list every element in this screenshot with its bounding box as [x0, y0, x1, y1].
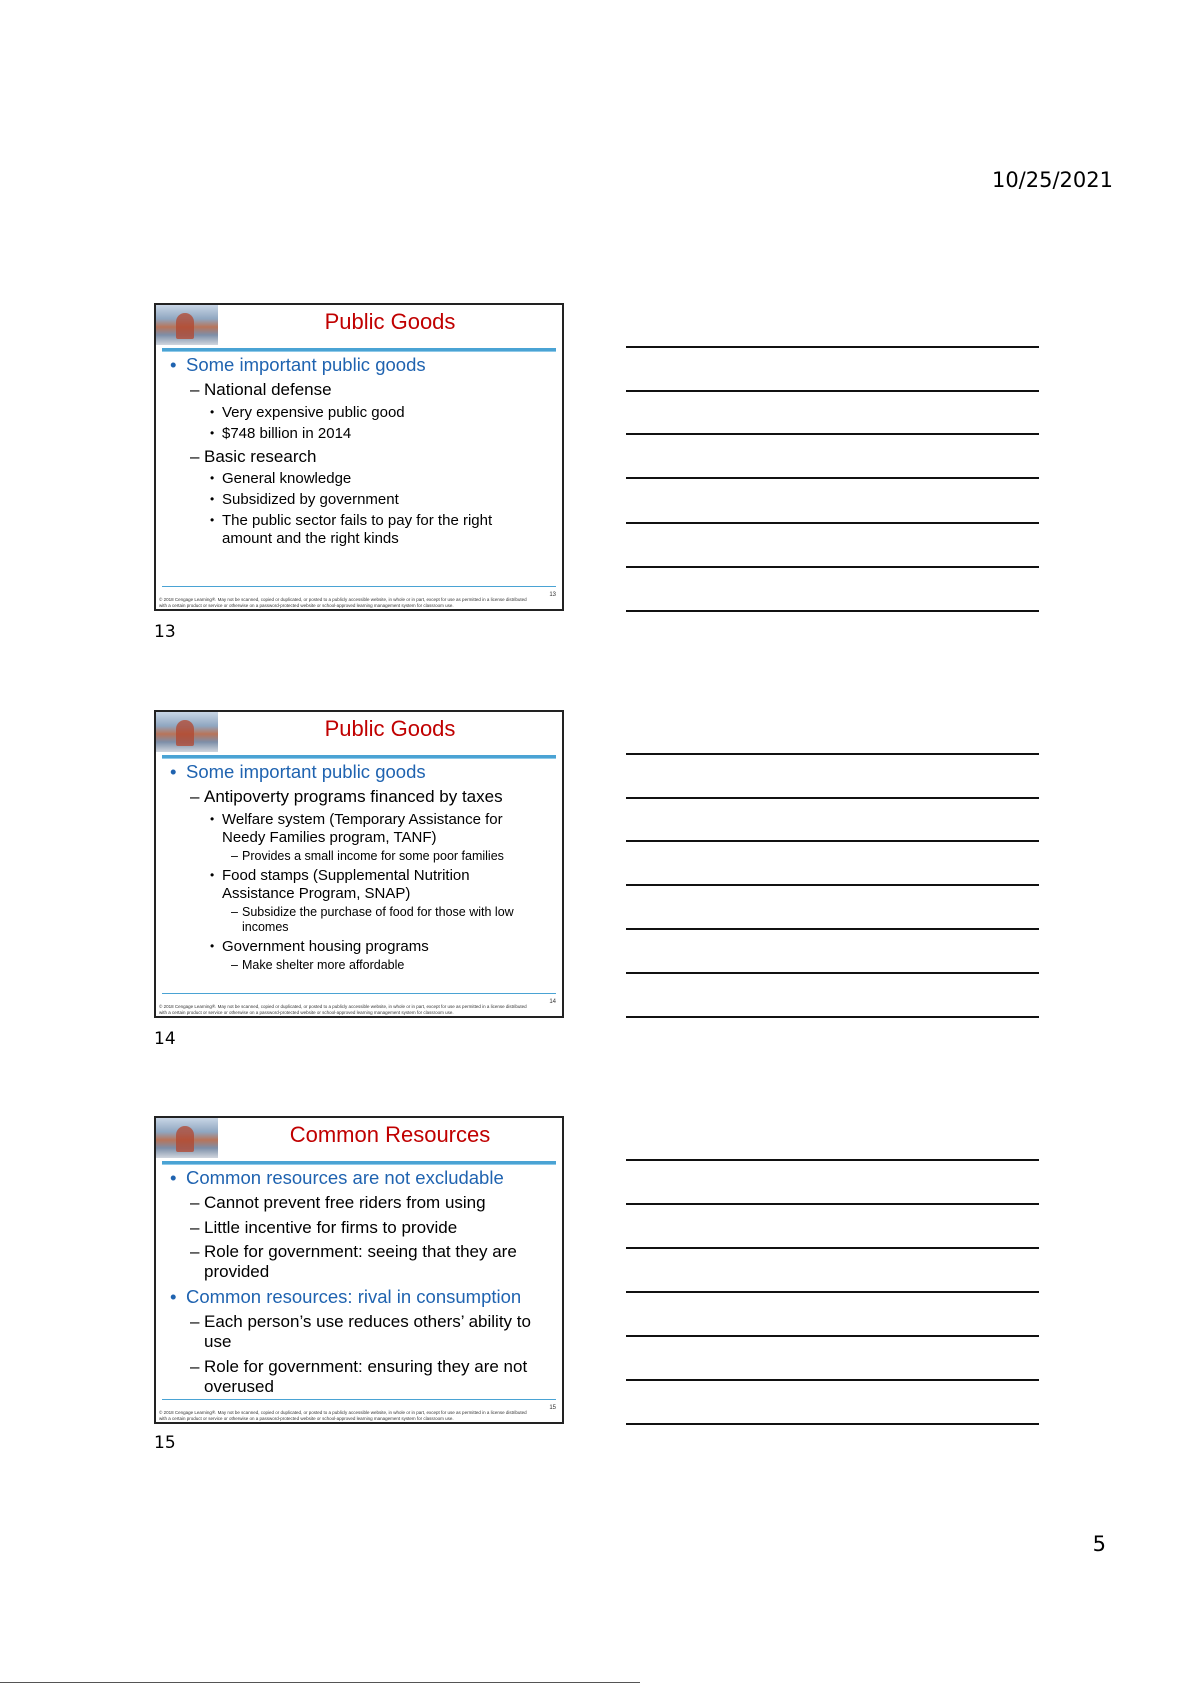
- note-line: [626, 884, 1039, 886]
- note-line: [626, 566, 1039, 568]
- slide-number: 14: [549, 999, 556, 1005]
- bullet: • Common resources: rival in consumption: [156, 1286, 562, 1308]
- slide-body: [156, 351, 562, 548]
- sub-sub-bullet: • Food stamps (Supplemental Nutrition Assistance Program, SNAP): [156, 867, 562, 903]
- sub-bullet: – Cannot prevent free riders from using: [156, 1193, 562, 1213]
- note-line: [626, 1335, 1039, 1337]
- slide-label: 13: [154, 622, 176, 642]
- detail-item: – Subsidize the purchase of food for those with low incomes: [156, 905, 562, 935]
- slide-body: [156, 1164, 562, 1398]
- sub-bullet: – Role for government: seeing that they are provided: [156, 1242, 562, 1283]
- note-line: [626, 1379, 1039, 1381]
- note-line: [626, 1016, 1039, 1018]
- note-line: [626, 972, 1039, 974]
- note-line: [626, 610, 1039, 612]
- note-line: [626, 840, 1039, 842]
- slide-thumbnail-image: [156, 712, 218, 752]
- slide-thumbnail-image: [156, 305, 218, 345]
- note-line: [626, 477, 1039, 479]
- note-line: [626, 1159, 1039, 1161]
- copyright-notice: © 2018 Cengage Learning®. May not be scanned, copied or duplicated, or posted to a publicly accessible website, in whole or in part, except for use as permitted in a license distributed with a certain product or service or otherwise on a password-protected website or school-approved learning management system for classroom use.: [159, 597, 527, 608]
- slide-15: [154, 1116, 564, 1424]
- sub-bullet: – Antipoverty programs financed by taxes: [156, 787, 562, 807]
- slide-title: Common Resources: [289, 1122, 491, 1147]
- sub-sub-bullet: • Very expensive public good: [156, 404, 562, 422]
- slide-13: [154, 303, 564, 611]
- slide-number: 15: [549, 1405, 556, 1411]
- note-line: [626, 1247, 1039, 1249]
- slide-label: 15: [154, 1433, 176, 1453]
- footer-rule: [162, 586, 556, 587]
- slide-label: 14: [154, 1029, 176, 1049]
- note-line: [626, 1423, 1039, 1425]
- sub-bullet: – Role for government: ensuring they are not overused: [156, 1357, 562, 1398]
- bottom-edge-line: [0, 1682, 640, 1683]
- sub-bullet: – National defense: [156, 380, 562, 400]
- note-line: [626, 390, 1039, 392]
- note-line: [626, 928, 1039, 930]
- sub-sub-bullet: • General knowledge: [156, 470, 562, 488]
- sub-bullet: – Basic research: [156, 447, 562, 467]
- slide-body: [156, 758, 562, 973]
- slide-thumbnail-image: [156, 1118, 218, 1158]
- note-line: [626, 753, 1039, 755]
- header-date: 10/25/2021: [991, 168, 1113, 192]
- detail-item: – Provides a small income for some poor families: [156, 849, 562, 864]
- footer-rule: [162, 993, 556, 994]
- sub-sub-bullet: • Government housing programs: [156, 938, 562, 956]
- page-number: 5: [1092, 1532, 1106, 1556]
- slide-14: [154, 710, 564, 1018]
- note-line: [626, 1291, 1039, 1293]
- sub-bullet: – Each person’s use reduces others’ ability to use: [156, 1312, 562, 1353]
- sub-sub-bullet: • $748 billion in 2014: [156, 425, 562, 443]
- note-line: [626, 522, 1039, 524]
- copyright-notice: © 2018 Cengage Learning®. May not be scanned, copied or duplicated, or posted to a publicly accessible website, in whole or in part, except for use as permitted in a license distributed with a certain product or service or otherwise on a password-protected website or school-approved learning management system for classroom use.: [159, 1004, 527, 1015]
- sub-sub-bullet: • Subsidized by government: [156, 491, 562, 509]
- note-line: [626, 433, 1039, 435]
- slide-number: 13: [549, 592, 556, 598]
- slide-title: Public Goods: [324, 309, 456, 334]
- bullet: • Common resources are not excludable: [156, 1167, 562, 1189]
- bullet: • Some important public goods: [156, 354, 562, 376]
- footer-rule: [162, 1399, 556, 1400]
- copyright-notice: © 2018 Cengage Learning®. May not be scanned, copied or duplicated, or posted to a publicly accessible website, in whole or in part, except for use as permitted in a license distributed with a certain product or service or otherwise on a password-protected website or school-approved learning management system for classroom use.: [159, 1410, 527, 1421]
- note-line: [626, 1203, 1039, 1205]
- note-line: [626, 797, 1039, 799]
- detail-item: – Make shelter more affordable: [156, 958, 562, 973]
- note-line: [626, 346, 1039, 348]
- sub-bullet: – Little incentive for firms to provide: [156, 1218, 562, 1238]
- sub-sub-bullet: • The public sector fails to pay for the right amount and the right kinds: [156, 512, 562, 548]
- bullet: • Some important public goods: [156, 761, 562, 783]
- slide-title: Public Goods: [324, 716, 456, 741]
- sub-sub-bullet: • Welfare system (Temporary Assistance for Needy Families program, TANF): [156, 811, 562, 847]
